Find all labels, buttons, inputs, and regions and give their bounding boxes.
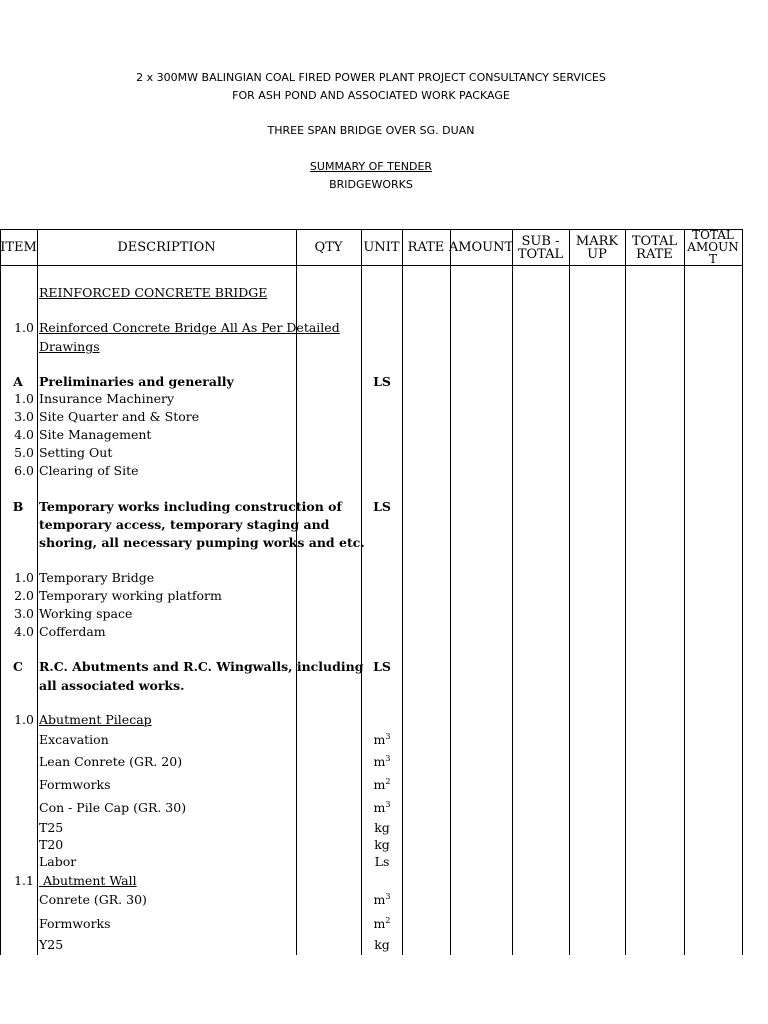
item-number: 1.0	[14, 391, 34, 406]
item-description: all associated works.	[39, 678, 185, 693]
item-description: Y25	[39, 937, 64, 952]
item-description: R.C. Abutments and R.C. Wingwalls, including	[39, 659, 364, 674]
item-description: Abutment Pilecap	[39, 712, 152, 727]
col-divider	[0, 229, 1, 955]
col-divider	[684, 229, 685, 955]
item-description: Formworks	[39, 777, 111, 792]
item-description: Insurance Machinery	[39, 391, 175, 406]
item-description: Excavation	[39, 732, 109, 747]
section-title: BRIDGEWORKS	[329, 178, 413, 191]
item-description: Conrete (GR. 30)	[39, 892, 147, 907]
col-header-markup: MARK UP	[575, 233, 619, 262]
col-divider	[402, 229, 403, 955]
item-unit: $m^3$	[373, 891, 391, 907]
item-description: Abutment Wall	[39, 873, 137, 888]
col-header-description: DESCRIPTION	[117, 240, 216, 255]
item-description: Cofferdam	[39, 624, 106, 639]
col-divider	[450, 229, 451, 955]
item-description: Labor	[39, 854, 77, 869]
col-header-subtotal: SUB - TOTAL	[517, 233, 564, 262]
item-description: Temporary Bridge	[39, 570, 155, 585]
header-bottom-border	[0, 265, 743, 266]
item-unit: $m^3$	[373, 731, 391, 747]
col-divider	[742, 229, 743, 955]
item-number: 3.0	[14, 606, 34, 621]
item-description: Con - Pile Cap (GR. 30)	[39, 800, 187, 815]
item-description: T20	[39, 837, 64, 852]
col-header-total-amount: TOTAL AMOUN T	[687, 228, 739, 266]
item-number: 1.0	[14, 320, 34, 335]
item-description: Formworks	[39, 916, 111, 931]
item-description: Site Quarter and & Store	[39, 409, 200, 424]
item-description: T25	[39, 820, 64, 835]
col-header-item: ITEM	[0, 240, 37, 255]
item-description: Temporary working platform	[39, 588, 222, 603]
item-number: 1.1	[14, 873, 34, 888]
item-unit: $m^3$	[373, 753, 391, 769]
item-unit: $m^3$	[373, 799, 391, 815]
item-number: 4.0	[14, 427, 34, 442]
item-letter: A	[13, 374, 23, 389]
item-number: 1.0	[14, 570, 34, 585]
col-divider	[296, 229, 297, 955]
item-unit: kg	[374, 837, 390, 852]
item-description: shoring, all necessary pumping works and etc.	[39, 535, 365, 550]
col-header-rate: RATE	[407, 240, 445, 255]
col-divider	[569, 229, 570, 955]
col-header-amount: AMOUNT	[448, 240, 514, 255]
item-letter: B	[12, 499, 24, 514]
item-number: 2.0	[14, 588, 34, 603]
item-number: 5.0	[14, 445, 34, 460]
col-header-unit: UNIT	[363, 240, 400, 255]
item-number: 3.0	[14, 409, 34, 424]
item-description: Setting Out	[39, 445, 113, 460]
project-title-line-1: 2 x 300MW BALINGIAN COAL FIRED POWER PLANT PROJECT CONSULTANCY SERVICES	[136, 71, 606, 84]
item-description: Lean Conrete (GR. 20)	[39, 754, 183, 769]
item-unit: kg	[374, 820, 390, 835]
item-unit: $m^2$	[373, 915, 391, 931]
item-description: Site Management	[39, 427, 152, 442]
col-divider	[37, 229, 38, 955]
item-description: Drawings	[39, 339, 100, 354]
item-unit: kg	[374, 937, 390, 952]
item-description: Working space	[39, 606, 133, 621]
item-number: 4.0	[14, 624, 34, 639]
project-title-line-2: FOR ASH POND AND ASSOCIATED WORK PACKAGE	[232, 89, 510, 102]
item-description: Preliminaries and generally	[39, 374, 234, 389]
bridge-subtitle: THREE SPAN BRIDGE OVER SG. DUAN	[267, 124, 475, 137]
col-divider	[512, 229, 513, 955]
item-letter: C	[13, 659, 23, 674]
item-unit: $m^2$	[373, 776, 391, 792]
item-number: 6.0	[14, 463, 34, 478]
section-heading: REINFORCED CONCRETE BRIDGE	[39, 285, 268, 300]
item-description: Reinforced Concrete Bridge All As Per Detailed	[39, 320, 340, 335]
item-number: 1.0	[14, 712, 34, 727]
item-description: Temporary works including construction of	[39, 499, 342, 514]
col-header-qty: QTY	[314, 240, 343, 255]
item-unit: LS	[373, 659, 391, 674]
summary-title: SUMMARY OF TENDER	[309, 160, 433, 173]
item-description: Clearing of Site	[39, 463, 139, 478]
item-unit: LS	[373, 374, 391, 389]
item-unit: Ls	[374, 854, 390, 869]
col-divider	[625, 229, 626, 955]
col-divider	[361, 229, 362, 955]
item-unit: LS	[373, 499, 391, 514]
item-description: temporary access, temporary staging and	[39, 517, 330, 532]
col-header-total-rate: TOTAL RATE	[631, 233, 678, 262]
